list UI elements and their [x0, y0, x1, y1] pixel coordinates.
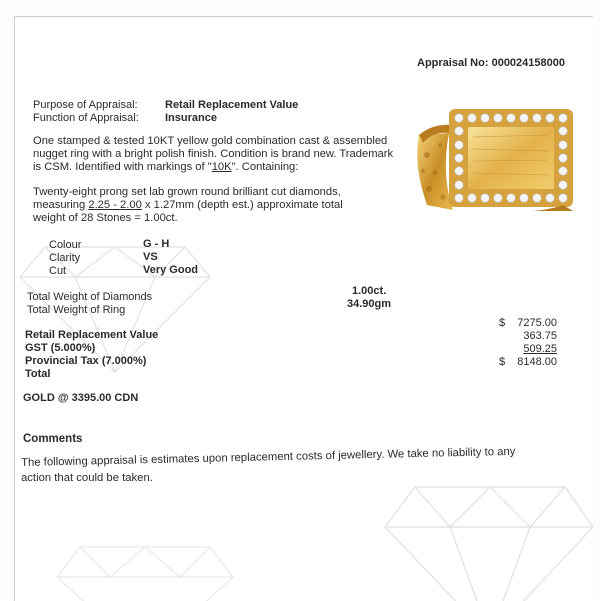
description-line-3: is CSM. Identified with markings of "10K". Containing: [33, 161, 299, 173]
stones-line-2: measuring 2.25 - 2.00 x 1.27mm (depth est.) approximate total [33, 199, 343, 211]
total-weight-diamonds-label: Total Weight of Diamonds [27, 291, 153, 303]
gold-price: GOLD @ 3395.00 CDN [23, 392, 139, 404]
provincial-tax-value: 509.25 [523, 343, 557, 355]
total-weight-ring-value: 34.90gm [347, 298, 392, 310]
comments-heading: Comments [23, 433, 83, 445]
cut-label: Cut [49, 265, 67, 277]
retail-replacement-label: Retail Replacement Value [25, 329, 159, 341]
gst-label: GST (5.000%) [25, 342, 96, 354]
total-value: 8148.00 [517, 356, 557, 368]
description-line-1: One stamped & tested 10KT yellow gold combination cast & assembled [33, 135, 388, 147]
comments-line-2: action that could be taken. [21, 472, 153, 484]
function-value: Insurance [165, 112, 217, 124]
colour-label: Colour [49, 239, 82, 251]
comments-line-1: The following appraisal is estimates upon replacement costs of jewellery. We take no liability to any [21, 445, 516, 469]
stone-measurement: 2.25 - 2.00 [88, 199, 142, 211]
ring-photo-icon [413, 105, 575, 212]
colour-value: G - H [143, 238, 170, 250]
watermark-diamond-bottom-icon [55, 537, 235, 601]
purpose-label: Purpose of Appraisal: [33, 99, 138, 111]
currency-sign: $ [499, 317, 506, 329]
description-line-2: nugget ring with a bright polish finish. Condition is brand new. Trademark [33, 148, 394, 160]
stones-line-1: Twenty-eight prong set lab grown round brilliant cut diamonds, [33, 186, 341, 198]
provincial-tax-label: Provincial Tax (7.000%) [25, 355, 147, 367]
retail-replacement-value: 7275.00 [517, 317, 557, 329]
appraisal-number: 000024158000 [491, 57, 565, 69]
appraisal-number-label: Appraisal No: [417, 57, 489, 69]
total-weight-ring-label: Total Weight of Ring [27, 304, 126, 316]
clarity-label: Clarity [49, 252, 81, 264]
function-label: Function of Appraisal: [33, 112, 139, 124]
clarity-value: VS [143, 251, 158, 263]
stones-line-3: weight of 28 Stones = 1.00ct. [33, 212, 178, 224]
total-currency-sign: $ [499, 356, 506, 368]
gst-value: 363.75 [523, 330, 557, 342]
cut-value: Very Good [143, 264, 199, 276]
appraisal-document [14, 16, 593, 601]
total-label: Total [25, 368, 51, 380]
purpose-value: Retail Replacement Value [165, 99, 299, 111]
marking-text: 10K [211, 161, 232, 173]
appraisal-number-row [417, 57, 565, 70]
watermark-diamond-right-icon [375, 467, 593, 601]
total-weight-diamonds-value: 1.00ct. [352, 285, 387, 297]
